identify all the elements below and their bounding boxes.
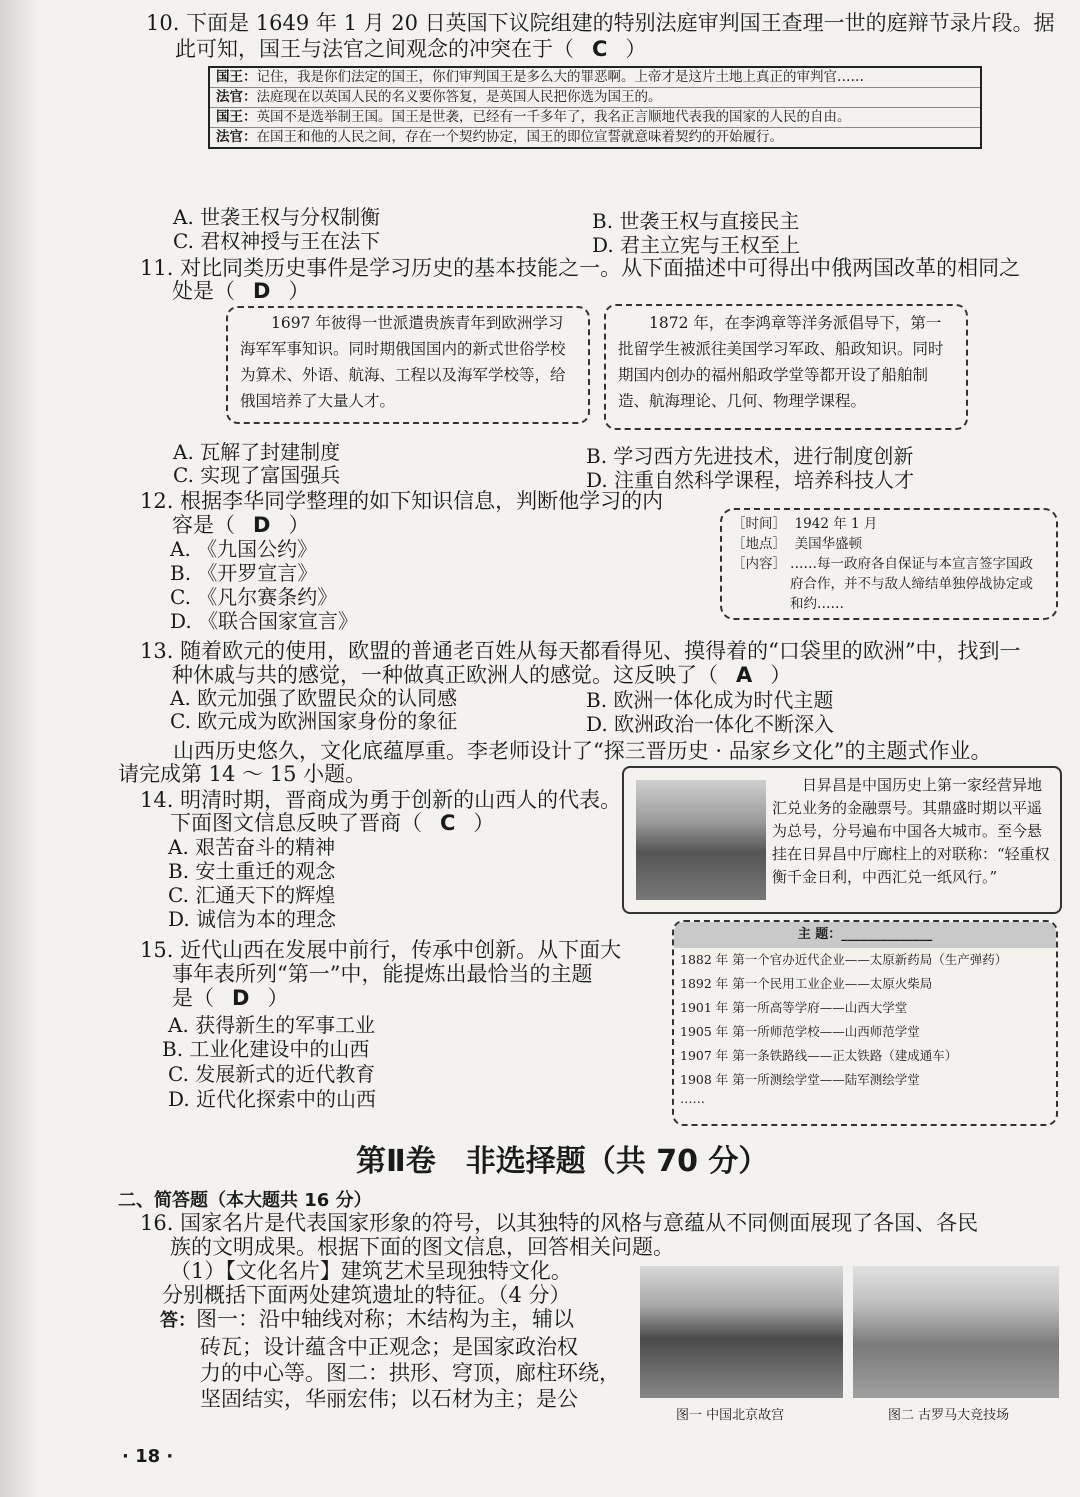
option-c: C. 汇通天下的辉煌	[168, 883, 336, 907]
question-12-line2: 容是（ D ）	[172, 513, 310, 537]
question-10	[146, 10, 1066, 36]
question-16-line2: 族的文明成果。根据下面的图文信息，回答相关问题。	[170, 1235, 674, 1259]
timeline-event: ……	[680, 1091, 705, 1106]
option-a: A. 《九国公约》	[170, 537, 318, 561]
option-a: A. 世袭王权与分权制衡	[173, 205, 381, 229]
dialog-row: 国王： 记住，我是你们法定的国王，你们审判国王是多么大的罪恶啊。上帝才是这片土地上真正的审判官……	[210, 68, 980, 88]
option-c: C. 君权神授与王在法下	[173, 229, 381, 253]
question-16: 16. 国家名片是代表国家形象的符号，以其独特的风格与意蕴从不同侧面展现了各国、各民	[140, 1211, 979, 1235]
question-10-line2: 此可知，国王与法官之间观念的冲突在于（ C ）	[175, 37, 647, 61]
answer-mark: A	[736, 663, 753, 687]
option-d: D. 诚信为本的理念	[168, 907, 337, 931]
question-12: 12. 根据李华同学整理的如下知识信息，判断他学习的内	[140, 489, 664, 513]
option-c: C. 欧元成为欧洲国家身份的象征	[170, 709, 458, 733]
question-13: 13. 随着欧元的使用，欧盟的普通老百姓从每天都看得见、摸得着的“口袋里的欧洲”中，找到一	[140, 639, 1021, 663]
question-14-line2: 下面图文信息反映了晋商（ C ）	[170, 811, 495, 835]
option-d: D. 君主立宪与王权至上	[592, 233, 801, 257]
question-13-line2: 种休戚与共的感觉，一种做真正欧洲人的感觉。这反映了（ A ）	[172, 663, 792, 687]
option-a: A. 艰苦奋斗的精神	[168, 835, 336, 859]
sub-question-1: （1）【文化名片】建筑艺术呈现独特文化。	[170, 1259, 572, 1283]
option-d: D. 注重自然科学课程，培养科技人才	[586, 468, 915, 492]
answer-mark: D	[232, 986, 250, 1010]
page-number: · 18 ·	[122, 1446, 174, 1467]
intro-line-1: 山西历史悠久，文化底蕴厚重。李老师设计了“探三晋历史 · 品家乡文化”的主题式作业。	[173, 739, 992, 763]
option-d: D. 《联合国家宣言》	[170, 609, 359, 633]
colosseum-photo	[853, 1266, 1059, 1398]
option-b: B. 《开罗宣言》	[170, 561, 318, 585]
option-d: D. 近代化探索中的山西	[168, 1087, 377, 1111]
question-15-line2: 事年表所列“第一”中，能提炼出最恰当的主题	[172, 962, 593, 986]
answer-mark: C	[592, 37, 608, 61]
option-b: B. 世袭王权与直接民主	[592, 209, 800, 233]
timeline-event: 1892 年 第一个民用工业企业——太原火柴局	[680, 976, 933, 991]
dialog-row: 法官： 在国王和他的人民之间，存在一个契约协定，国王的即位宣誓就意味着契约的开始履行。	[216, 129, 783, 145]
shanxi-timeline-box	[672, 920, 1058, 1126]
timeline-event: 1908 年 第一所测绘学堂——陆军测绘学堂	[680, 1072, 920, 1087]
option-b: B. 工业化建设中的山西	[162, 1037, 370, 1061]
rishengchang-photo	[636, 780, 766, 900]
option-d: D. 欧洲政治一体化不断深入	[586, 712, 835, 736]
answer-mark: C	[440, 811, 456, 835]
option-c: C. 发展新式的近代教育	[168, 1062, 376, 1086]
option-b: B. 学习西方先进技术，进行制度创新	[586, 444, 914, 468]
russia-reform-box: 1697 年彼得一世派遣贵族青年到欧洲学习海军军事知识。同时期俄国国内的新式世俗学校为算术、外语、航海、工程以及海军学校等，给俄国培养了大量人才。	[226, 306, 590, 424]
dialog-row: 国王： 英国不是选举制王国。国王是世袭，已经有一千多年了，我名正言顺地代表我的国家的人民的自由。	[210, 108, 980, 128]
figure-2-caption: 图二 古罗马大竞技场	[888, 1408, 1010, 1423]
question-11-line2: 处是（ D ）	[172, 279, 310, 303]
answer-mark: D	[253, 513, 271, 537]
option-a: A. 欧元加强了欧盟民众的认同感	[170, 686, 458, 710]
rishengchang-box	[622, 766, 1062, 914]
option-a: A. 获得新生的军事工业	[168, 1013, 376, 1037]
option-a: A. 瓦解了封建制度	[173, 440, 341, 464]
question-15-line3: 是（ D ）	[172, 986, 289, 1010]
answer-mark: D	[253, 279, 271, 303]
timeline-theme-header: 主 题：______________	[674, 922, 1056, 948]
option-c: C. 实现了富国强兵	[173, 463, 341, 487]
rishengchang-text: 日昇昌是中国历史上第一家经营异地汇兑业务的金融票号。其鼎盛时期以平遥为总号，分号遍布中国各大城市。至今悬挂在日昇昌中厅廊柱上的对联称：“轻重权衡千金日利，中西汇兑一纸风行。”	[772, 776, 1050, 886]
timeline-event: 1901 年 第一所高等学府——山西大学堂	[680, 1000, 908, 1015]
knowledge-info-box: ［时间］ 1942 年 1 月 ［地点］ 美国华盛顿 ［内容］ ……每一政府各自保证与本宣言签字国政府合作，并不与敌人缔结单独停战协定或和约……	[720, 508, 1058, 620]
question-11: 11. 对比同类历史事件是学习历史的基本技能之一。从下面描述中可得出中俄两国改革的相同之	[140, 256, 1021, 280]
option-b: B. 欧洲一体化成为时代主题	[586, 688, 834, 712]
figure-1-caption: 图一 中国北京故宫	[676, 1408, 785, 1423]
part2-title: 第Ⅱ卷 非选择题（共 70 分）	[356, 1144, 769, 1179]
timeline-event: 1905 年 第一所师范学校——山西师范学堂	[680, 1024, 920, 1039]
question-14: 14. 明清时期，晋商成为勇于创新的山西人的代表。	[140, 788, 622, 812]
sub-question-1-line2: 分别概括下面两处建筑遗址的特征。（4 分）	[162, 1283, 571, 1307]
dialog-row: 法官： 法庭现在以英国人民的名义要你答复，是英国人民把你选为国王的。	[210, 88, 980, 108]
forbidden-city-photo	[640, 1266, 843, 1398]
trial-dialog-box	[208, 66, 982, 149]
question-stem: 下面是 1649 年 1 月 20 日英国下议院组建的特别法庭审判国王查理一世的庭辩节录片段。据	[186, 11, 1055, 35]
china-reform-box: 1872 年，在李鸿章等洋务派倡导下，第一批留学生被派往美国学习军政、船政知识。同时期国内创办的福州船政学堂等都开设了船舶制造、航海理论、几何、物理学课程。	[604, 304, 968, 430]
intro-line-2: 请完成第 14 ～ 15 小题。	[118, 762, 367, 786]
timeline-event: 1907 年 第一条铁路线——正太铁路（建成通车）	[680, 1048, 958, 1063]
timeline-event: 1882 年 第一个官办近代企业——太原新药局（生产弹药）	[680, 952, 1008, 967]
answer-label: 答：	[160, 1310, 196, 1331]
option-c: C. 《凡尔赛条约》	[170, 585, 338, 609]
question-15: 15. 近代山西在发展中前行，传承中创新。从下面大	[140, 938, 622, 962]
option-b: B. 安土重迁的观念	[168, 859, 336, 883]
answer-block: 答：图一：沿中轴线对称；木结构为主，辅以 砖瓦；设计蕴含中正观念；是国家政治权 力的中心等。图二：拱形、穹顶，廊柱环绕， 坚固结实，华丽宏伟；以石材为主；是公	[160, 1307, 620, 1411]
section-heading: 二、简答题（本大题共 16 分）	[118, 1190, 372, 1211]
question-number: 10.	[146, 11, 180, 35]
